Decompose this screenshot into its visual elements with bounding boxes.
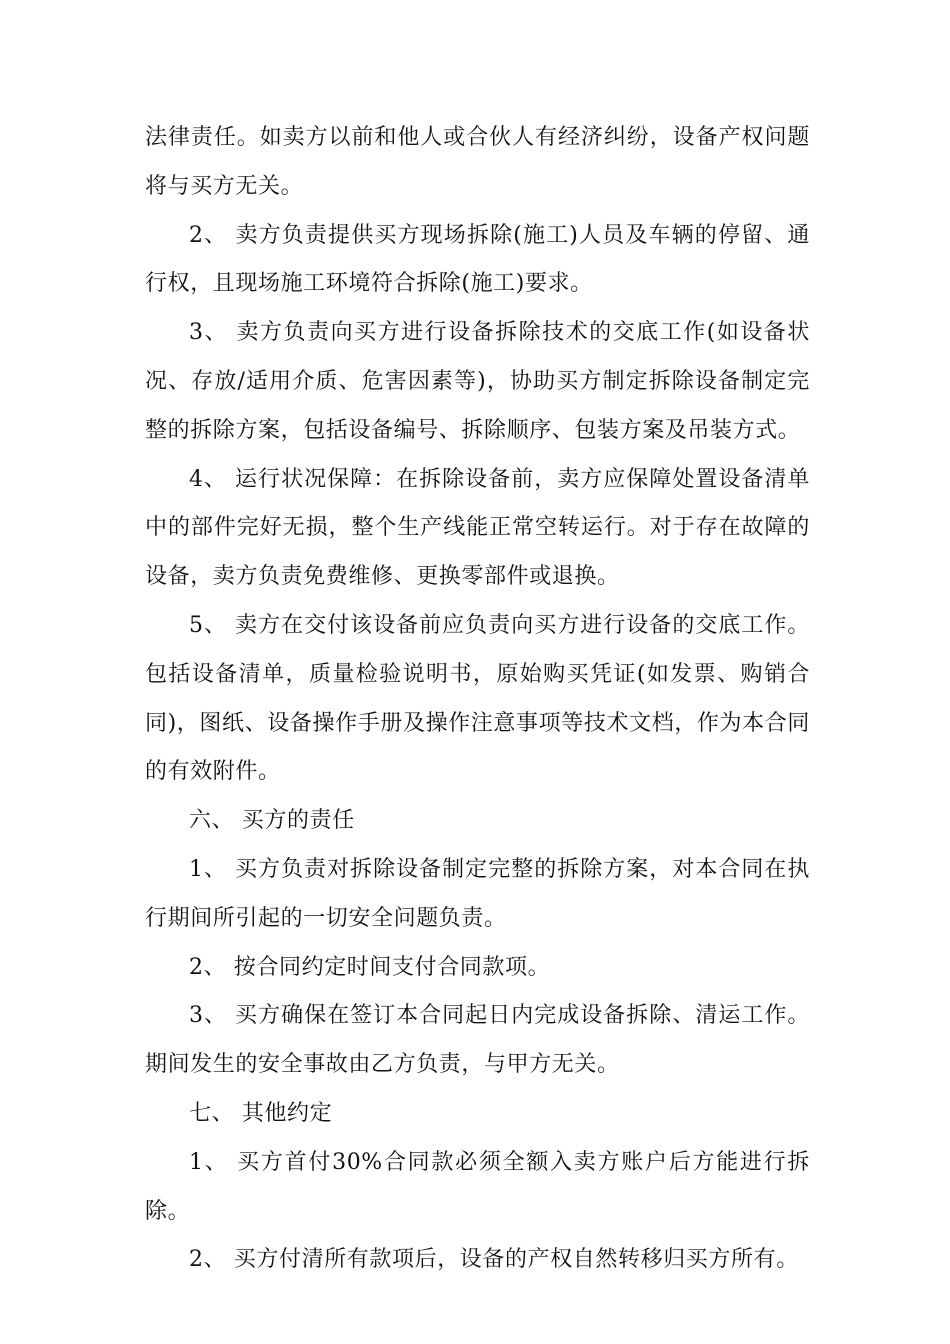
document-body xyxy=(145,114,810,1285)
paragraph-legal-liability: 法律责任。如卖方以前和他人或合伙人有经济纠纷，设备产权问题将与买方无关。 xyxy=(145,125,810,199)
paragraph-seller-duty-4: 4、 运行状况保障：在拆除设备前，卖方应保障处置设备清单中的部件完好无损，整个生产线能正常空转运行。对于存在故障的设备，卖方负责免费维修、更换零部件或退换。 xyxy=(145,466,810,590)
paragraph-seller-duty-5: 5、 卖方在交付该设备前应负责向买方进行设备的交底工作。包括设备清单，质量检验说明书，原始购买凭证(如发票、购销合同)，图纸、设备操作手册及操作注意事项等技术文档，作为本合同的有效附件。 xyxy=(145,612,810,785)
paragraph-buyer-duty-2: 2、 按合同约定时间支付合同款项。 xyxy=(189,954,551,980)
paragraph-seller-duty-3: 3、 卖方负责向买方进行设备拆除技术的交底工作(如设备状况、存放/适用介质、危害因素等)，协助买方制定拆除设备制定完整的拆除方案，包括设备编号、拆除顺序、包装方案及吊装方式。 xyxy=(145,320,810,443)
section-heading-buyer-responsibility: 六、 买方的责任 xyxy=(189,808,355,834)
section-heading-other-agreements: 七、 其他约定 xyxy=(189,1100,333,1126)
paragraph-other-2: 2、 买方付清所有款项后，设备的产权自然转移归买方所有。 xyxy=(189,1247,799,1273)
paragraph-other-1: 1、 买方首付30%合同款必须全额入卖方账户后方能进行拆除。 xyxy=(145,1149,810,1224)
paragraph-buyer-duty-3: 3、 买方确保在签订本合同起日内完成设备拆除、清运工作。期间发生的安全事故由乙方负责，与甲方无关。 xyxy=(145,1003,810,1078)
paragraph-buyer-duty-1: 1、 买方负责对拆除设备制定完整的拆除方案，对本合同在执行期间所引起的一切安全问题负责。 xyxy=(145,856,810,931)
paragraph-seller-duty-2: 2、 卖方负责提供买方现场拆除(施工)人员及车辆的停留、通行权，且现场施工环境符合拆除(施工)要求。 xyxy=(145,222,810,297)
